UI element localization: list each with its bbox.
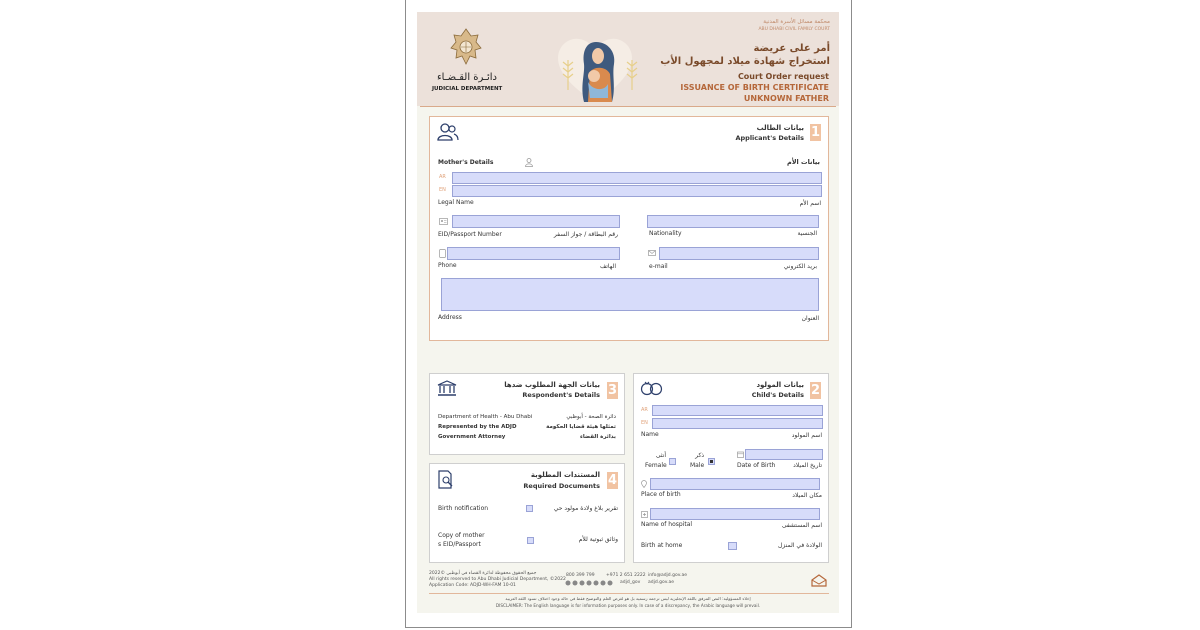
- respondent-line1-ar: دائرة الصحة - أبوظبي: [566, 414, 616, 420]
- date-of-birth-field[interactable]: [745, 449, 823, 460]
- nationality-field[interactable]: [647, 215, 819, 228]
- legal-name-label-ar: اسم الأم: [799, 200, 821, 207]
- child-title-ar: بيانات المولود: [756, 381, 804, 389]
- court-name-ar: محكمة مسائل الأسرة المدنية: [763, 19, 830, 25]
- doc2-label-line2: s EID/Passport: [438, 541, 481, 548]
- documents-title-en: Required Documents: [523, 482, 600, 490]
- baby-rings-icon: [639, 380, 665, 396]
- child-name-ar-field[interactable]: [652, 405, 823, 416]
- mailbox-icon: [810, 572, 828, 588]
- eid-passport-label: EID/Passport Number: [438, 231, 502, 238]
- email-label-ar: بريد الكتروني: [783, 263, 817, 270]
- child-name-label-ar: اسم المولود: [791, 432, 822, 439]
- hospital-name-field[interactable]: [650, 508, 820, 520]
- person-icon: [525, 158, 533, 167]
- birth-at-home-checkbox[interactable]: [728, 542, 737, 550]
- social-media-icons[interactable]: [565, 580, 617, 586]
- respondent-line3-en: Government Attorney: [438, 434, 506, 440]
- respondent-line3-ar: بدائرة القضاء: [580, 434, 616, 440]
- address-field[interactable]: [441, 278, 819, 311]
- toll-free-number: 800 399 799: [566, 573, 595, 578]
- phone-number: +971 2 651 2222: [606, 573, 646, 578]
- mother-eid-checkbox[interactable]: [527, 537, 534, 544]
- court-name-en: ABU DHABI CIVIL FAMILY COURT: [758, 27, 830, 32]
- disclaimer-ar: إخلاء المسؤولية: النص المرفق باللغة الإنجليزية ليس ترجمة رسمية بل هو لغرض العلم والتوضيح فقط في حالة وجود اختلاف تسود اللغة العربية: [505, 596, 751, 601]
- address-label-ar: العنوان: [801, 315, 819, 322]
- child-title-en: Child's Details: [751, 391, 804, 399]
- copyright-ar: جميع الحقوق محفوظة لدائرة القضاء في أبوظبي ©2022: [429, 571, 537, 576]
- mothers-details-ar: بيانات الأم: [786, 158, 820, 166]
- legal-name-label: Legal Name: [438, 199, 474, 206]
- respondent-title-ar: بيانات الجهة المطلوب ضدها: [504, 381, 600, 389]
- doc1-label-ar: تقرير بلاغ ولادة مولود حي: [553, 505, 618, 512]
- male-label-ar: ذكر: [695, 452, 704, 459]
- phone-icon: [439, 249, 446, 258]
- website[interactable]: adjd.gov.ae: [648, 580, 675, 585]
- title-en-line3: UNKNOWN FATHER: [743, 94, 829, 103]
- phone-field[interactable]: [447, 247, 620, 260]
- male-checkbox[interactable]: [708, 458, 715, 465]
- hospital-label: Name of hospital: [641, 521, 693, 528]
- mother-child-illustration: [550, 30, 640, 108]
- email-field[interactable]: [659, 247, 819, 260]
- copyright-en: All rights reserved to Abu Dhabi Judicial Department, ©2022: [429, 577, 566, 582]
- pob-label: Place of birth: [641, 491, 681, 498]
- social-handle: adjd_gov: [620, 580, 641, 585]
- female-label-ar: أنثى: [655, 452, 666, 459]
- child-en-tag: EN: [641, 420, 648, 426]
- legal-name-en-field[interactable]: [452, 185, 822, 197]
- nationality-label: Nationality: [649, 230, 682, 237]
- location-pin-icon: [641, 480, 647, 488]
- pob-label-ar: مكان الميلاد: [792, 492, 822, 499]
- government-building-icon: [437, 380, 457, 397]
- application-code: Application Code: ADJD-WH-FAM 10-01: [429, 583, 516, 588]
- doc1-label: Birth notification: [438, 505, 489, 512]
- child-name-en-field[interactable]: [652, 418, 823, 429]
- falcon-emblem-icon: [446, 26, 486, 68]
- email-label: e-mail: [649, 263, 668, 270]
- email-icon: [648, 250, 656, 256]
- footer-divider: [429, 593, 829, 594]
- phone-label: Phone: [438, 262, 457, 269]
- birth-notification-checkbox[interactable]: [526, 505, 533, 512]
- nationality-label-ar: الجنسية: [797, 230, 817, 237]
- child-ar-tag: AR: [641, 407, 648, 413]
- respondent-line2-en: Represented by the ADJD: [438, 424, 517, 430]
- section-number-1: 1: [810, 125, 821, 140]
- address-label: Address: [438, 314, 462, 321]
- applicant-title-en: Applicant's Details: [735, 134, 804, 142]
- document-search-icon: [437, 470, 455, 490]
- mothers-details-label: Mother's Details: [438, 159, 494, 166]
- title-en-line2: ISSUANCE OF BIRTH CERTIFICATE: [680, 83, 829, 92]
- legal-name-ar-field[interactable]: [452, 172, 822, 184]
- section-number-3: 3: [607, 383, 618, 398]
- people-icon: [437, 122, 459, 142]
- place-of-birth-field[interactable]: [650, 478, 820, 490]
- eid-passport-label-ar: رقم البطاقة / جواز السفر: [553, 231, 618, 238]
- respondent-title-en: Respondent's Details: [522, 391, 600, 399]
- eid-passport-field[interactable]: [452, 215, 620, 228]
- child-name-label: Name: [641, 431, 659, 438]
- contact-email: info@adjd.gov.ae: [648, 573, 687, 578]
- title-en-line1: Court Order request: [737, 72, 829, 81]
- male-label: Male: [690, 462, 705, 469]
- home-birth-label: Birth at home: [641, 542, 683, 549]
- hospital-label-ar: اسم المستشفى: [781, 522, 822, 529]
- id-card-icon: [439, 218, 448, 225]
- doc2-label-ar: وثائق ثبوتية للأم: [578, 536, 618, 543]
- en-tag: EN: [439, 187, 446, 193]
- female-checkbox[interactable]: [669, 458, 676, 465]
- respondent-line1-en: Department of Health - Abu Dhabi: [438, 414, 533, 420]
- calendar-icon: [737, 451, 744, 458]
- title-ar-line2: استخراج شهادة ميلاد لمجهول الأب: [660, 56, 830, 67]
- phone-label-ar: الهاتف: [600, 263, 616, 270]
- ar-tag: AR: [439, 174, 446, 180]
- female-label: Female: [645, 462, 667, 469]
- doc2-label-line1: Copy of mother: [438, 532, 485, 539]
- dob-label-ar: تاريخ الميلاد: [793, 462, 822, 469]
- dob-label: Date of Birth: [737, 462, 776, 469]
- section-number-4: 4: [607, 473, 618, 488]
- documents-title-ar: المستندات المطلوبة: [530, 471, 600, 479]
- respondent-line2-ar: تمثلها هيئة قضايا الحكومة: [546, 424, 616, 430]
- applicant-title-ar: بيانات الطالب: [756, 124, 804, 132]
- hospital-icon: [641, 511, 648, 518]
- logo-text-ar: دائـرة القـضـاء: [436, 72, 498, 83]
- logo-text-en: JUDICIAL DEPARTMENT: [432, 86, 503, 92]
- home-birth-label-ar: الولادة في المنزل: [778, 542, 822, 549]
- disclaimer-en: DISCLAIMER: The English language is for information purposes only. In case of a discrepancy, the Arabic language will prevail.: [495, 603, 761, 608]
- title-ar-line1: أمر على عريضة: [753, 43, 830, 54]
- section-number-2: 2: [810, 383, 821, 398]
